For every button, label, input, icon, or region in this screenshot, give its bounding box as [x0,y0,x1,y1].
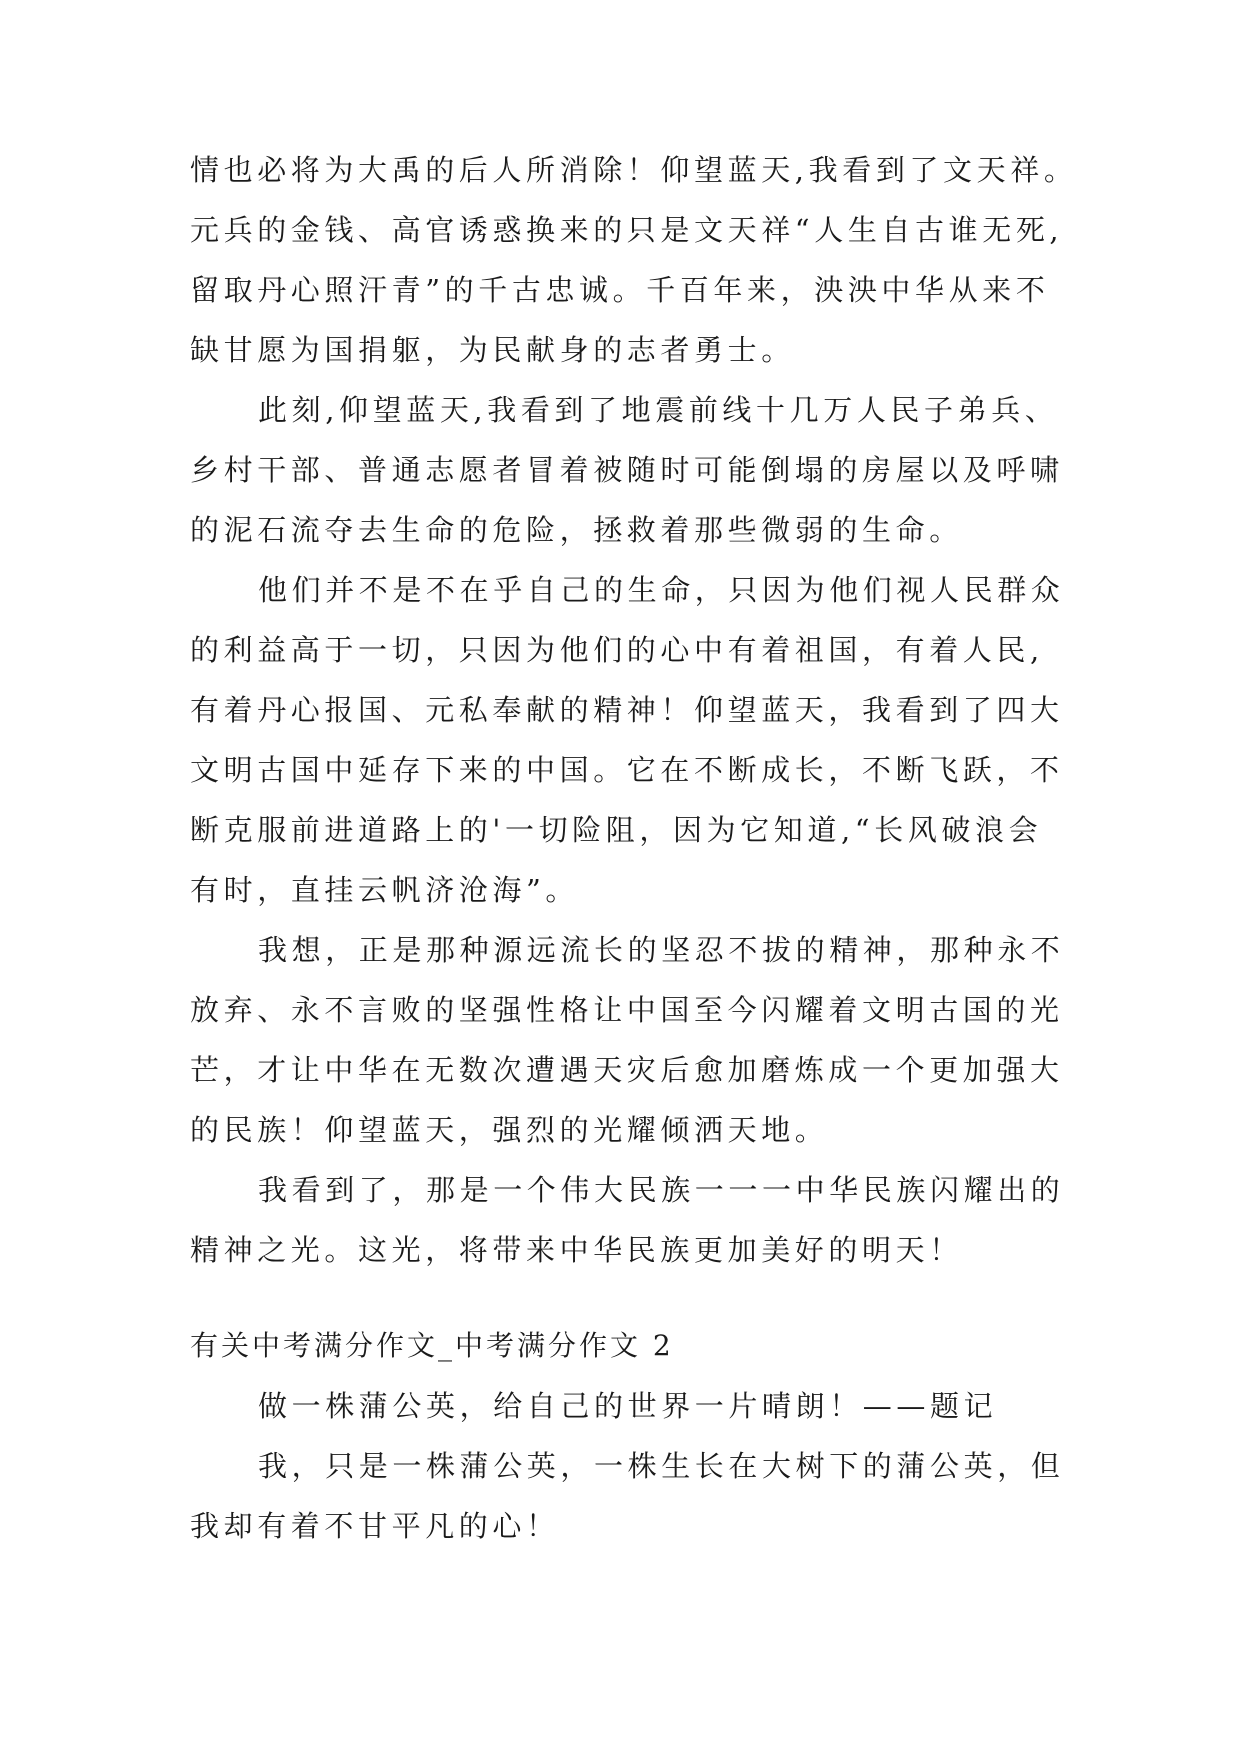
text-line: 的利益高于一切，只因为他们的心中有着祖国，有着人民, [190,633,1044,667]
text-line: 元兵的金钱、高官诱惑换来的只是文天祥“人生自古谁无死, [190,213,1064,247]
text-line: 我却有着不甘平凡的心！ [190,1509,560,1543]
text-line: 芒，才让中华在无数次遭遇天灾后愈加磨炼成一个更加强大 [190,1053,1064,1087]
text-line: 文明古国中延存下来的中国。它在不断成长，不断飞跃，不 [190,753,1064,787]
text-line: 的泥石流夺去生命的危险，拯救着那些微弱的生命。 [190,513,963,547]
paragraph-start: 我看到了，那是一个伟大民族一一一中华民族闪耀出的 [258,1173,1065,1207]
text-line: 的民族！仰望蓝天，强烈的光耀倾洒天地。 [190,1113,829,1147]
text-line: 缺甘愿为国捐躯，为民献身的志者勇士。 [190,333,795,367]
epigraph: 做一株蒲公英，给自己的世界一片晴朗！——题记 [258,1389,998,1423]
paragraph-start: 他们并不是不在乎自己的生命，只因为他们视人民群众 [258,573,1065,607]
text-line: 留取丹心照汗青”的千古忠诚。千百年来，泱泱中华从来不 [190,273,1050,307]
text-line: 断克服前进道路上的'一切险阻，因为它知道,“长风破浪会 [190,813,1043,847]
text-line: 有时，直挂云帆济沧海”。 [190,873,580,907]
paragraph-start: 我，只是一株蒲公英，一株生长在大树下的蒲公英，但 [258,1449,1065,1483]
text-line: 乡村干部、普通志愿者冒着被随时可能倒塌的房屋以及呼啸 [190,453,1064,487]
text-line: 情也必将为大禹的后人所消除！仰望蓝天,我看到了文天祥。 [190,153,1078,187]
paragraph-start: 此刻,仰望蓝天,我看到了地震前线十几万人民子弟兵、 [258,393,1059,427]
text-line: 放弃、永不言败的坚强性格让中国至今闪耀着文明古国的光 [190,993,1064,1027]
text-line: 有着丹心报国、元私奉献的精神！仰望蓝天，我看到了四大 [190,693,1064,727]
paragraph-start: 我想，正是那种源远流长的坚忍不拔的精神，那种永不 [258,933,1065,967]
text-line: 精神之光。这光，将带来中华民族更加美好的明天！ [190,1233,963,1267]
section-heading: 有关中考满分作文_中考满分作文 2 [190,1329,674,1362]
